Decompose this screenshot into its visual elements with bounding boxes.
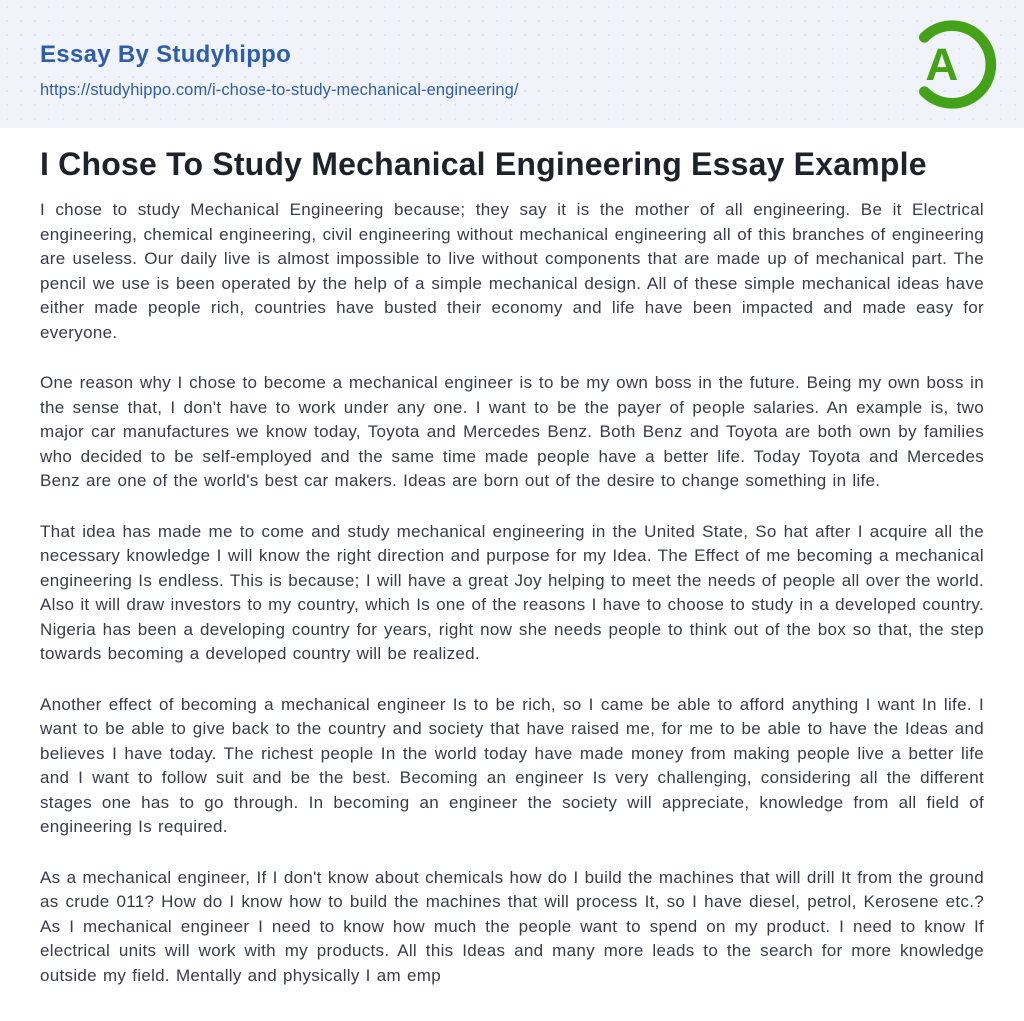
source-url-link[interactable]: https://studyhippo.com/i-chose-to-study-mechanical-engineering/ [40, 81, 519, 99]
essay-title: I Chose To Study Mechanical Engineering Essay Example [40, 146, 927, 182]
essay-paragraph-1: I chose to study Mechanical Engineering because; they say it is the mother of all engineering. Be it Electrical engineering, chemical engineering, civil engineering without mechanical engineering all of this branches of engineering are useless. Our daily live is almost impossible to live without components that are made up of mechanical part. The pencil we use is been operated by the help of a simple mechanical design. All of these simple mechanical ideas have either made people rich, countries have busted their economy and life have been impacted and made easy for everyone. [40, 200, 984, 342]
essay-paragraph-4: Another effect of becoming a mechanical engineer Is to be rich, so I came be able to afford anything I want In life. I want to be able to give back to the country and society that have raised me, for me to be able to have the Ideas and believes I have today. The richest people In the world today have made money from making people live a better life and I want to follow suit and be the best. Becoming an engineer Is very challenging, considering all the different stages one has to go through. In becoming an engineer the society will appreciate, knowledge from all field of engineering Is required. [40, 694, 984, 836]
essay-paragraph-2: One reason why I chose to become a mechanical engineer is to be my own boss in the future. Being my own boss in the sense that, I don't have to work under any one. I want to be the payer of people salaries. An example is, two major car manufactures we know today, Toyota and Mercedes Benz. Both Benz and Toyota are both own by families who decided to be self-employed and the same time made people have a better life. Today Toyota and Mercedes Benz are one of the world's best car makers. Ideas are born out of the desire to change something in life. [40, 373, 984, 490]
studyhippo-logo[interactable] [903, 16, 1000, 113]
logo-letter: A [925, 38, 959, 90]
essay-content [0, 128, 1024, 988]
header-text-block [40, 28, 519, 100]
essay-paragraph-5: As a mechanical engineer, If I don't know about chemicals how do I build the machines that will drill It from the ground as crude 011? How do I know how to build the machines that will process It, so I have diesel, petrol, Kerosene etc.? As I mechanical engineer I need to know how much the people want to spend on my product. I need to know If electrical units will work with my products. All this Ideas and many more leads to the search for more knowledge outside my field. Mentally and physically I am emp [40, 867, 984, 985]
site-title: Essay By Studyhippo [40, 41, 292, 68]
page-header [0, 0, 1024, 128]
logo-arc-icon [903, 16, 1000, 113]
essay-paragraph-3: That idea has made me to come and study mechanical engineering in the United State, So hat after I acquire all the necessary knowledge I will know the right direction and purpose for my Idea. The Effect of me becoming a mechanical engineering Is endless. This is because; I will have a great Joy helping to meet the needs of people all over the world. Also it will draw investors to my country, which Is one of the reasons I have to choose to study in a developed country. Nigeria has been a developing country for years, right now she needs people to think out of the box so that, the step towards becoming a developed country will be realized. [40, 521, 984, 663]
